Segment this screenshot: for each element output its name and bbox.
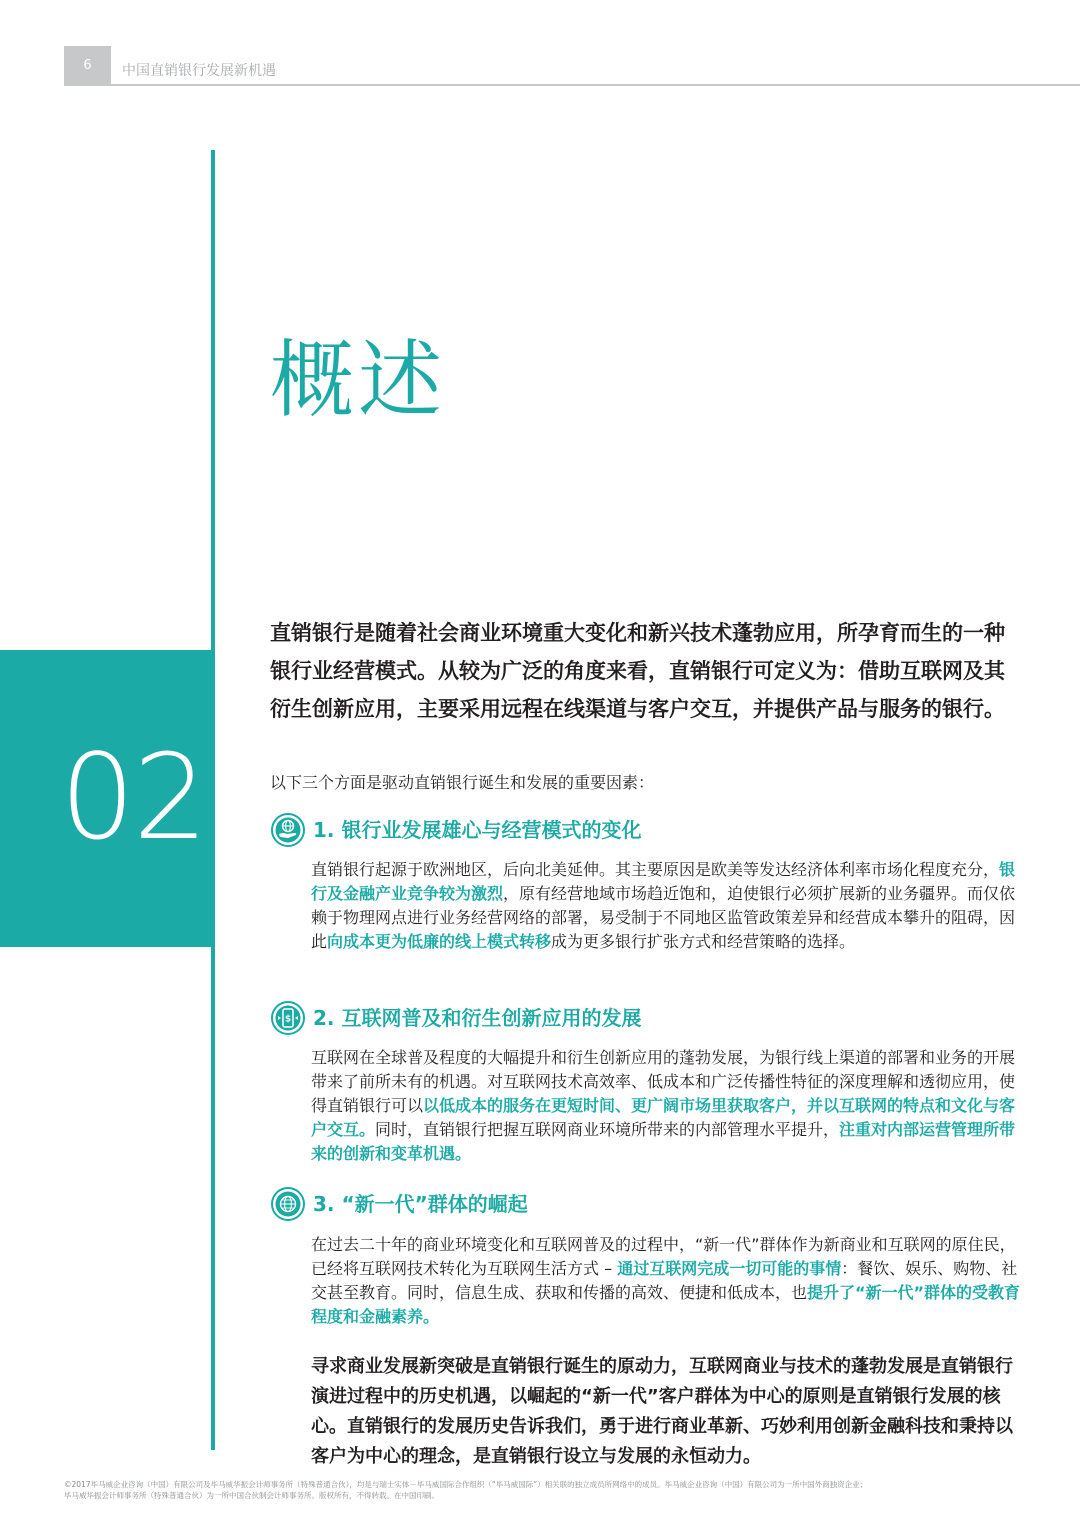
svg-text:$: $ [284, 1014, 292, 1025]
section-2-paragraph: 互联网在全球普及程度的大幅提升和衍生创新应用的蓬勃发展，为银行线上渠道的部署和业务的开展带来了前所未有的机遇。对互联网技术高效率、低成本和广泛传播性特征的深度理解和透彻应用，使得直销银行可以以低成本的服务在更短时间、更广阔市场里获取客户，并以互联网的特点和文化与客户交互。同时，直销银行把握互联网商业环境所带来的内部管理水平提升，注重对内部运营管理所带来的创新和变革机遇。 [311, 1048, 1016, 1163]
lead-sentence: 以下三个方面是驱动直销银行诞生和发展的重要因素： [270, 773, 655, 792]
chapter-number: 02 [60, 728, 207, 866]
globe-hand-icon [270, 812, 306, 848]
mobile-money-icon [270, 1000, 306, 1036]
section-3-paragraph: 在过去二十年的商业环境变化和互联网普及的过程中，“新一代”群体作为新商业和互联网的原住民，已经将互联网技术转化为互联网生活方式 – 通过互联网完成一切可能的事情：餐饮、娱乐、购物、社交甚至教育。同时，信息生成、获取和传播的高效、便捷和低成本，也提升了“新一代”群体的受教育程度和金融素养。 [311, 1235, 1021, 1326]
copyright-footer [64, 1479, 1054, 1501]
intro-paragraph: 直销银行是随着社会商业环境重大变化和新兴技术蓬勃应用，所孕育而生的一种银行业经营模式。从较为广泛的角度来看，直销银行可定义为：借助互联网及其衍生创新应用，主要采用远程在线渠道与客户交互，并提供产品与服务的银行。 [270, 621, 1005, 721]
footer-line-2: 毕马威华振会计师事务所（特殊普通合伙）为一所中国合伙制会计师事务所。版权所有，不得转载。在中国印刷。 [64, 1491, 439, 1500]
section-1-title: 1. 银行业发展雄心与经营模式的变化 [313, 818, 642, 842]
conclusion-paragraph: 寻求商业发展新突破是直销银行诞生的原动力，互联网商业与技术的蓬勃发展是直销银行演进过程中的历史机遇，以崛起的“新一代”客户群体为中心的原则是直销银行发展的核心。直销银行的发展历史告诉我们，勇于进行商业革新、巧妙利用创新金融科技和秉持以客户为中心的理念，是直销银行设立与发展的永恒动力。 [311, 1356, 1013, 1467]
running-header-title: 中国直销银行发展新机遇 [122, 63, 276, 79]
page-title: 概述 [270, 331, 447, 430]
footer-line-1: ©2017毕马威企业咨询（中国）有限公司及毕马威华振会计师事务所（特殊普通合伙），均是与瑞士实体－毕马威国际合作组织（“毕马威国际”）相关联的独立成员所网络中的成员。毕马威企业咨询（中国）有限公司为一所中国外商独资企业； [64, 1480, 868, 1489]
section-1-paragraph: 直销银行起源于欧洲地区，后向北美延伸。其主要原因是欧美等发达经济体利率市场化程度充分，银行及金融产业竞争较为激烈，原有经营地域市场趋近饱和，迫使银行必须扩展新的业务疆界。而仅依赖于物理网点进行业务经营网络的部署，易受制于不同地区监管政策差异和经营成本攀升的阻碍，因此向成本更为低廉的线上模式转移成为更多银行扩张方式和经营策略的选择。 [311, 860, 1016, 951]
section-3-title: 3. “新一代”群体的崛起 [313, 1192, 528, 1216]
header-divider [64, 84, 1080, 86]
page-number-box [64, 46, 111, 84]
page-number: 6 [83, 57, 92, 73]
globe-icon [270, 1186, 306, 1222]
section-2-title: 2. 互联网普及和衍生创新应用的发展 [313, 1006, 642, 1030]
